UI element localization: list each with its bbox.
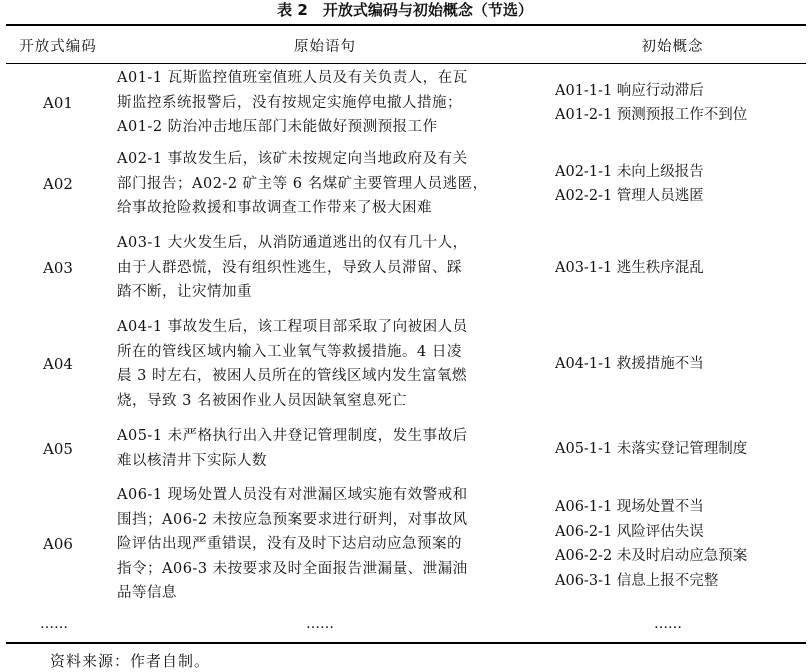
row-concepts — [555, 66, 805, 140]
original-line: 烧，导致 3 名被困作业人员因缺氧窒息死亡 — [117, 392, 407, 409]
bottom-rule — [6, 642, 806, 644]
original-line: 指令；A06-3 未按要求及时全面报告泄漏量、泄漏油 — [117, 560, 468, 577]
row-code: A03 — [43, 259, 73, 277]
original-line: 踏不断，让灾情加重 — [117, 284, 252, 300]
concept-item: A06-1-1 现场处置不当 — [555, 499, 704, 515]
concept-item: A05-1-1 未落实登记管理制度 — [555, 440, 748, 457]
source-note: 资料来源：作者自制。 — [50, 652, 211, 670]
row-original-text — [117, 315, 549, 413]
original-line: 品等信息 — [117, 585, 177, 601]
header-rule — [6, 63, 806, 64]
original-line: 所在的管线区域内输入工业氧气等救援措施。4 日凌 — [117, 343, 462, 360]
table-row — [6, 66, 806, 140]
original-line: A03-1 大火发生后，从消防通道逃出的仅有几十人， — [117, 235, 468, 251]
original-line: 由于人群恐慌，没有组织性逃生，导致人员滞留、踩 — [117, 259, 462, 276]
ellipsis-concept: …… — [654, 616, 682, 632]
row-code: A04 — [43, 355, 73, 373]
original-line: 晨 3 时左右，被困人员所在的管线区域内发生富氧燃 — [117, 368, 467, 384]
concept-item: A03-1-1 逃生秩序混乱 — [555, 259, 704, 276]
table-row — [6, 231, 806, 305]
row-concepts — [555, 147, 805, 221]
row-original-text — [117, 66, 549, 140]
row-concepts — [555, 315, 805, 413]
original-line: A02-1 事故发生后，该矿未按规定向当地政府及有关 — [117, 151, 468, 167]
original-line: 围挡；A06-2 未按应急预案要求进行研判，对事故风 — [117, 511, 468, 528]
original-line: 斯监控系统报警后，没有按规定实施停电撤人措施； — [117, 94, 462, 111]
concept-item: A01-2-1 预测预报工作不到位 — [555, 107, 748, 123]
original-line: 险评估出现严重错误，没有及时下达启动应急预案的 — [117, 536, 462, 552]
original-line: A06-1 现场处置人员没有对泄漏区域实施有效警戒和 — [117, 487, 468, 503]
row-code: A01 — [43, 94, 73, 112]
header-concept: 初始概念 — [641, 38, 704, 55]
original-line: A04-1 事故发生后，该工程项目部采取了向被困人员 — [117, 319, 468, 335]
original-line: 部门报告；A02-2 矿主等 6 名煤矿主要管理人员逃匿， — [117, 175, 488, 192]
row-code: A05 — [43, 440, 73, 458]
row-original-text — [117, 424, 549, 473]
concept-item: A04-1-1 救援措施不当 — [555, 355, 704, 372]
concept-item: A01-1-1 响应行动滞后 — [555, 82, 704, 99]
row-concepts — [555, 424, 805, 474]
original-line: 给事故抢险救援和事故调查工作带来了极大困难 — [117, 200, 432, 216]
table-row — [6, 483, 806, 605]
ellipsis-code: …… — [40, 616, 68, 632]
row-code: A02 — [43, 175, 73, 193]
concept-item: A06-2-1 风险评估失误 — [555, 523, 704, 540]
concept-item: A06-2-2 未及时启动应急预案 — [555, 548, 748, 564]
concept-item: A06-3-1 信息上报不完整 — [555, 572, 719, 589]
header-original: 原始语句 — [294, 38, 356, 55]
row-code: A06 — [43, 535, 73, 553]
header-code: 开放式编码 — [19, 38, 97, 55]
ellipsis-original: …… — [306, 616, 334, 632]
table-row — [6, 147, 806, 221]
top-rule — [6, 24, 806, 26]
original-line: A05-1 未严格执行出入井登记管理制度，发生事故后 — [117, 428, 468, 444]
original-line: 难以核清井下实际人数 — [117, 452, 267, 469]
concept-item: A02-1-1 未向上级报告 — [555, 163, 704, 180]
original-line: A01-2 防治冲击地压部门未能做好预测预报工作 — [117, 119, 438, 135]
row-original-text — [117, 231, 549, 305]
row-original-text — [117, 147, 549, 221]
original-line: A01-1 瓦斯监控值班室值班人员及有关负责人，在瓦 — [117, 70, 468, 86]
concept-item: A02-2-1 管理人员逃匿 — [555, 188, 704, 204]
table-title: 表 2 开放式编码与初始概念（节选） — [277, 1, 533, 19]
row-original-text — [117, 483, 549, 606]
table-row — [6, 424, 806, 474]
row-concepts — [555, 231, 805, 305]
table-row — [6, 315, 806, 413]
row-concepts — [555, 483, 805, 605]
